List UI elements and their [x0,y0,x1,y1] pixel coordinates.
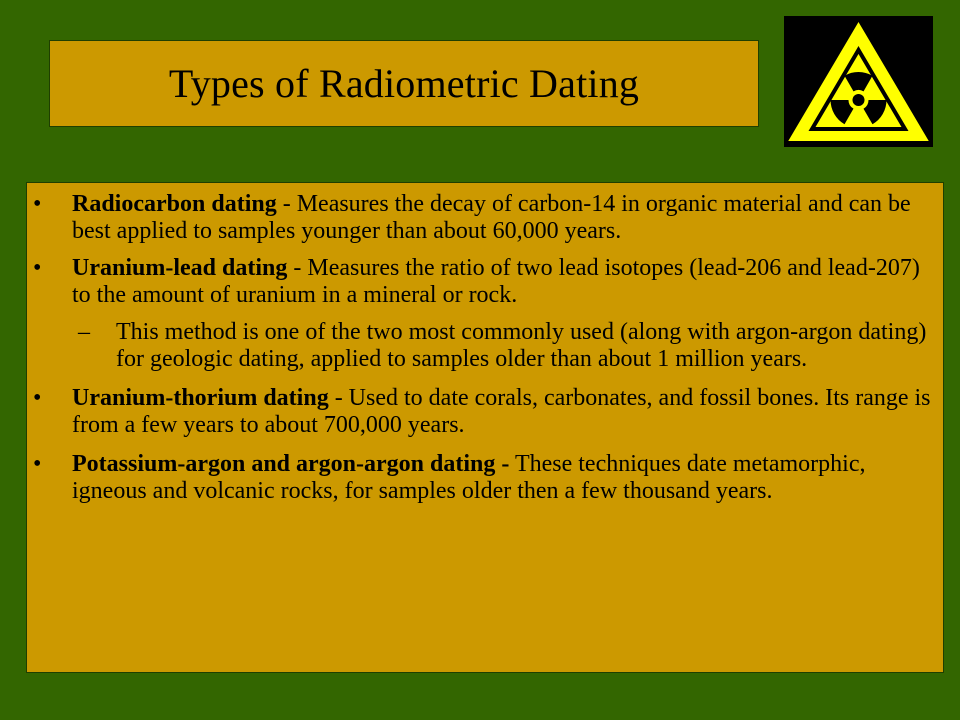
bullet-radiocarbon [27,191,945,245]
bullet-marker: • [33,255,42,281]
title-box [49,40,759,127]
bullet-uranium-thorium [27,385,945,439]
bullet-term: Uranium-thorium dating [72,385,329,411]
slide-title: Types of Radiometric Dating [168,61,640,106]
bullet-potassium-argon [27,451,945,505]
bullet-text: - Measures the ratio of two lead isotopes (lead-206 and lead-207) to the amount of uranium in a mineral or rock. [72,255,920,308]
bullet-list [27,191,945,505]
bullet-term: Radiocarbon dating [72,191,277,217]
bullet-text: These techniques date metamorphic, igneous and volcanic rocks, for samples older then a few thousand years. [72,451,866,504]
sub-bullet-text: This method is one of the two most commonly used (along with argon-argon dating) for geologic dating, applied to samples older than about 1 million years. [116,319,927,372]
bullet-uranium-lead [27,255,945,309]
bullet-text: - Measures the decay of carbon-14 in organic material and can be best applied to samples younger than about 60,000 years. [72,191,911,244]
sub-bullet-marker: – [78,319,90,345]
bullet-text: - Used to date corals, carbonates, and fossil bones. Its range is from a few years to about 700,000 years. [72,385,931,438]
radiation-hazard-icon [784,16,933,147]
bullet-term: Uranium-lead dating [72,255,288,281]
sub-bullet-uranium-lead [27,319,945,373]
bullet-marker: • [33,451,42,477]
bullet-term: Potassium-argon and argon-argon dating - [72,451,510,477]
bullet-marker: • [33,191,42,217]
bullet-marker: • [33,385,42,411]
content-box [26,182,944,673]
radiation-hazard-logo [784,16,933,147]
